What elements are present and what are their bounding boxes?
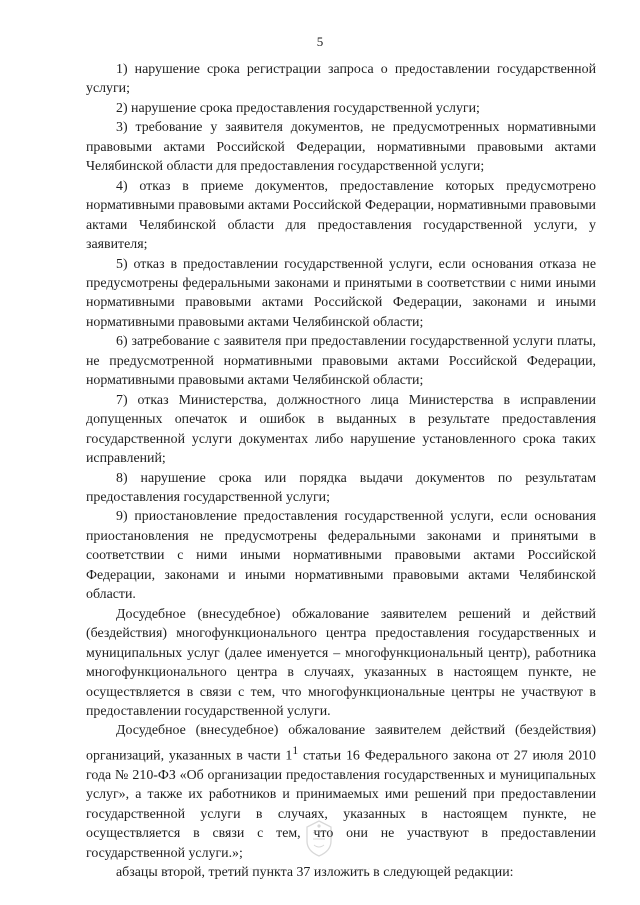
paragraph-7: 7) отказ Министерства, должностного лица Министерства в исправлении допущенных опечаток и ошибок в выданных в результате предоставления государственной услуги документах либо нарушение установленного срока таких исправлений; [86, 392, 596, 467]
paragraph-1: 1) нарушение срока регистрации запроса о предоставлении государственной услуги; [86, 62, 596, 97]
emblem-watermark-icon [300, 818, 338, 858]
paragraph-10: Досудебное (внесудебное) обжалование заявителем решений и действий (бездействия) многофункционального центра предоставления государственных и муниципальных услуг (далее именуется – многофункциональный центр), работника многофункционального центра в случаях, указанных в настоящем пункте, не осуществляется в связи с тем, что многофункциональные центры не участвуют в предоставлении государственной услуги. [86, 606, 596, 719]
paragraph-8: 8) нарушение срока или порядка выдачи документов по результатам предоставления государственной услуги; [86, 470, 596, 505]
paragraph-11-part-1: Досудебное (внесудебное) обжалование заявителем действий (бездействия) организаций, указанных в части 1 [86, 723, 596, 764]
paragraph-2: 2) нарушение срока предоставления государственной услуги; [116, 100, 480, 116]
paragraph-6: 6) затребование с заявителя при предоставлении государственной услуги платы, не предусмотренной нормативными правовыми актами Российской Федерации, нормативными правовыми актами Челябинской области; [86, 334, 596, 389]
superscript-one: 1 [292, 743, 299, 757]
paragraph-11 [86, 721, 596, 863]
paragraph-12: абзацы второй, третий пункта 37 изложить в следующей редакции: [116, 865, 514, 881]
page-number: 5 [316, 34, 324, 49]
paragraph-5: 5) отказ в предоставлении государственной услуги, если основания отказа не предусмотрены федеральными законами и принятыми в соответствии с ними иными нормативными правовыми актами Российской Федерации, законами и иными нормативными правовыми актами Челябинской области; [86, 256, 596, 330]
paragraph-9: 9) приостановление предоставления государственной услуги, если основания приостановления не предусмотрены федеральными законами и принятыми в соответствии с ними иными нормативными правовыми актами Российской Федерации, законами и иными нормативными правовыми актами Челябинской области. [86, 509, 596, 603]
paragraph-11-part-2: статьи 16 Федерального закона от 27 июля 2010 года № 210-ФЗ «Об организации предоставления государственных и муниципальных услуг», а также их работников и принимаемых ими решений при предоставлении государственной услуги в случаях, указанных в настоящем пункте, не осуществляется в связи с тем, что они не участвуют в предоставлении государственной услуги.»; [86, 748, 596, 861]
document-body [86, 60, 596, 883]
faint-marks [250, 866, 380, 872]
paragraph-3: 3) требование у заявителя документов, не предусмотренных нормативными правовыми актами Российской Федерации, нормативными правовыми актами Челябинской области для предоставления государственной услуги; [86, 120, 596, 175]
paragraph-4: 4) отказ в приеме документов, предоставление которых предусмотрено нормативными правовыми актами Российской Федерации, нормативными правовыми актами Челябинской области для предоставления государственной услуги, у заявителя; [86, 178, 596, 253]
